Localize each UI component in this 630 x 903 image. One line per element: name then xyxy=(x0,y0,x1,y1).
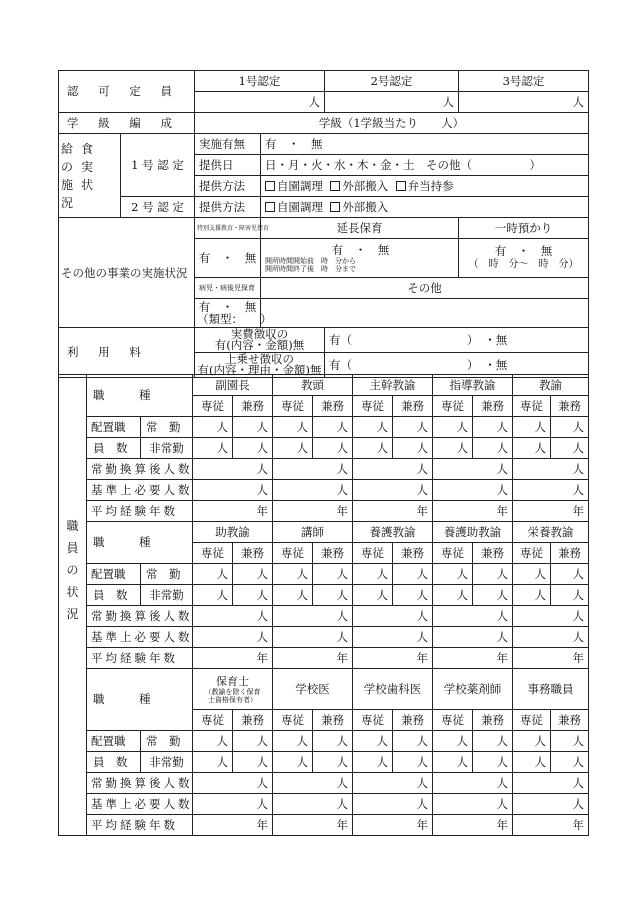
summary-cell[interactable]: 人 xyxy=(513,627,589,648)
count-cell[interactable]: 人 xyxy=(273,731,313,752)
count-cell[interactable]: 人 xyxy=(353,752,393,773)
kyushoku-type1: 1 号 認 定 xyxy=(121,134,195,197)
count-cell[interactable]: 人 xyxy=(433,417,473,438)
senju-label: 専従 xyxy=(433,710,473,731)
kennin-label: 兼務 xyxy=(233,710,273,731)
count-cell[interactable]: 人 xyxy=(353,417,393,438)
count-cell[interactable]: 人 xyxy=(273,438,313,459)
summary-cell[interactable]: 人 xyxy=(433,773,513,794)
kansan-label: 常勤換算後人数 xyxy=(87,606,193,627)
kennin-label: 兼務 xyxy=(473,396,513,417)
shokushu-header: 主幹教諭 xyxy=(353,375,433,396)
riyoryo-uwanose-value[interactable]: 有（ ） ・無 xyxy=(325,353,589,378)
count-cell[interactable]: 人 xyxy=(393,417,433,438)
riyoryo-uwanose-label: 上乗せ徴収の 有(内容・理由・金額)無 xyxy=(195,353,325,378)
count-cell[interactable]: 人 xyxy=(193,438,233,459)
count-cell[interactable]: 人 xyxy=(313,585,353,606)
summary-cell[interactable]: 年 xyxy=(193,648,273,669)
summary-cell[interactable]: 人 xyxy=(433,627,513,648)
summary-cell[interactable]: 人 xyxy=(273,480,353,501)
kennin-label: 兼務 xyxy=(551,396,589,417)
count-cell[interactable]: 人 xyxy=(273,564,313,585)
form-table-top xyxy=(58,70,589,378)
shokushu-label: 職 種 xyxy=(87,375,193,417)
count-cell[interactable]: 人 xyxy=(473,564,513,585)
nintei-label: 認 可 定 員 xyxy=(59,71,195,113)
count-cell[interactable]: 人 xyxy=(313,564,353,585)
sonota-ichiji-label: 一時預かり xyxy=(459,218,589,239)
count-cell[interactable]: 人 xyxy=(273,417,313,438)
summary-cell[interactable]: 人 xyxy=(513,480,589,501)
kennin-label: 兼務 xyxy=(313,543,353,564)
summary-cell[interactable]: 年 xyxy=(513,501,589,522)
sonota-tokubetsu-label: 特別支援教育・障害児保育 xyxy=(195,218,261,239)
checkbox[interactable] xyxy=(396,181,406,191)
shokushu-header: 教諭 xyxy=(513,375,589,396)
haichi-label: 配置職 xyxy=(87,731,141,752)
sonota-other-label: その他 xyxy=(261,278,589,299)
summary-cell[interactable]: 人 xyxy=(433,480,513,501)
sonota-encho-detail[interactable]: 有 ・ 無 開所時間開始前 時 分から 開所時間終了後 時 分まで xyxy=(261,239,459,278)
count-cell[interactable]: 人 xyxy=(473,585,513,606)
senju-label: 専従 xyxy=(273,543,313,564)
nintei-header-2: 2号認定 xyxy=(325,71,459,92)
kansan-label: 常勤換算後人数 xyxy=(87,773,193,794)
count-cell[interactable]: 人 xyxy=(473,417,513,438)
kyushoku-hoho2-options: 自園調理 外部搬入 xyxy=(261,197,589,218)
shokuin-label: 職員の状況 xyxy=(59,375,87,836)
summary-cell[interactable]: 人 xyxy=(193,794,273,815)
summary-cell[interactable]: 人 xyxy=(353,627,433,648)
riyoryo-jippi-label: 実費徴収の 有(内容・金額)無 xyxy=(195,328,325,353)
checkbox[interactable] xyxy=(330,181,340,191)
senju-label: 専従 xyxy=(193,710,233,731)
keiken-label: 平均経験年数 xyxy=(87,648,193,669)
count-cell[interactable]: 人 xyxy=(233,752,273,773)
shokushu-header: 教頭 xyxy=(273,375,353,396)
summary-cell[interactable]: 年 xyxy=(193,501,273,522)
count-cell[interactable]: 人 xyxy=(233,564,273,585)
shokushu-label: 職 種 xyxy=(87,669,193,731)
count-cell[interactable]: 人 xyxy=(233,438,273,459)
kyushoku-label: 給食の実施状況 xyxy=(59,134,121,218)
count-cell[interactable]: 人 xyxy=(551,731,589,752)
senju-label: 専従 xyxy=(513,396,551,417)
count-cell[interactable]: 人 xyxy=(313,438,353,459)
count-cell[interactable]: 人 xyxy=(193,417,233,438)
summary-cell[interactable]: 人 xyxy=(273,627,353,648)
kennin-label: 兼務 xyxy=(393,543,433,564)
kennin-label: 兼務 xyxy=(551,710,589,731)
staff-table xyxy=(58,374,589,836)
summary-cell[interactable]: 人 xyxy=(273,794,353,815)
summary-cell[interactable]: 人 xyxy=(353,773,433,794)
kennin-label: 兼務 xyxy=(473,710,513,731)
count-cell[interactable]: 人 xyxy=(393,752,433,773)
senju-label: 専従 xyxy=(353,396,393,417)
senju-label: 専従 xyxy=(353,543,393,564)
count-cell[interactable]: 人 xyxy=(193,585,233,606)
summary-cell[interactable]: 人 xyxy=(513,606,589,627)
shokushu-header: 指導教諭 xyxy=(433,375,513,396)
count-cell[interactable]: 人 xyxy=(393,585,433,606)
count-cell[interactable]: 人 xyxy=(193,564,233,585)
count-cell[interactable]: 人 xyxy=(551,438,589,459)
shokushu-label: 職 種 xyxy=(87,522,193,564)
senju-label: 専従 xyxy=(193,396,233,417)
shokushu-header: 学校歯科医 xyxy=(353,669,433,710)
summary-cell[interactable]: 年 xyxy=(273,648,353,669)
summary-cell[interactable]: 年 xyxy=(433,815,513,836)
sonota-byoji-label: 病児・病後児保育 xyxy=(195,278,261,299)
summary-cell[interactable]: 人 xyxy=(273,773,353,794)
summary-cell[interactable]: 人 xyxy=(193,773,273,794)
count-cell[interactable]: 人 xyxy=(233,585,273,606)
in-su-label: 員 数 xyxy=(87,752,141,773)
hijokin-label: 非常勤 xyxy=(141,752,193,773)
count-cell[interactable]: 人 xyxy=(513,417,551,438)
gakkyu-label: 学 級 編 成 xyxy=(59,113,195,134)
count-cell[interactable]: 人 xyxy=(353,731,393,752)
hijokin-label: 非常勤 xyxy=(141,585,193,606)
summary-cell[interactable]: 人 xyxy=(193,606,273,627)
kyushoku-teikyobi-label: 提供日 xyxy=(195,155,261,176)
kyushoku-jisshi-label: 実施有無 xyxy=(195,134,261,155)
count-cell[interactable]: 人 xyxy=(393,438,433,459)
kennin-label: 兼務 xyxy=(313,710,353,731)
count-cell[interactable]: 人 xyxy=(473,731,513,752)
summary-cell[interactable]: 人 xyxy=(273,459,353,480)
hijokin-label: 非常勤 xyxy=(141,438,193,459)
shokushu-header: 養護助教諭 xyxy=(433,522,513,543)
summary-cell[interactable]: 人 xyxy=(353,480,433,501)
summary-cell[interactable]: 人 xyxy=(193,627,273,648)
senju-label: 専従 xyxy=(433,543,473,564)
senju-label: 専従 xyxy=(513,543,551,564)
count-cell[interactable]: 人 xyxy=(313,752,353,773)
kennin-label: 兼務 xyxy=(393,396,433,417)
summary-cell[interactable]: 人 xyxy=(193,459,273,480)
shokushu-header: 講師 xyxy=(273,522,353,543)
count-cell[interactable]: 人 xyxy=(393,731,433,752)
haichi-label: 配置職 xyxy=(87,564,141,585)
sonota-ichiji-detail[interactable]: 有 ・ 無 （ 時 分～ 時 分） xyxy=(459,239,589,278)
count-cell[interactable]: 人 xyxy=(193,731,233,752)
count-cell[interactable]: 人 xyxy=(353,438,393,459)
summary-cell[interactable]: 人 xyxy=(433,459,513,480)
checkbox[interactable] xyxy=(265,202,275,212)
count-cell[interactable]: 人 xyxy=(513,585,551,606)
summary-cell[interactable]: 年 xyxy=(273,501,353,522)
count-cell[interactable]: 人 xyxy=(353,585,393,606)
count-cell[interactable]: 人 xyxy=(433,752,473,773)
summary-cell[interactable]: 人 xyxy=(353,459,433,480)
count-cell[interactable]: 人 xyxy=(551,752,589,773)
summary-cell[interactable]: 年 xyxy=(353,648,433,669)
summary-cell[interactable]: 人 xyxy=(513,773,589,794)
kyushoku-hoho2-label: 提供方法 xyxy=(195,197,261,218)
kyushoku-hoho1-label: 提供方法 xyxy=(195,176,261,197)
shokushu-header: 養護教諭 xyxy=(353,522,433,543)
kennin-label: 兼務 xyxy=(551,543,589,564)
count-cell[interactable]: 人 xyxy=(473,752,513,773)
count-cell[interactable]: 人 xyxy=(193,752,233,773)
jokin-label: 常 勤 xyxy=(141,417,193,438)
kyushoku-hoho1-options: 自園調理 外部搬入 弁当持参 xyxy=(261,176,589,197)
count-cell[interactable]: 人 xyxy=(433,585,473,606)
summary-cell[interactable]: 年 xyxy=(433,501,513,522)
in-su-label: 員 数 xyxy=(87,585,141,606)
summary-cell[interactable]: 年 xyxy=(193,815,273,836)
staff-table-body xyxy=(59,375,589,836)
shokushu-header: 学校医 xyxy=(273,669,353,710)
nintei-value-2[interactable]: 人 xyxy=(325,92,459,113)
count-cell[interactable]: 人 xyxy=(513,731,551,752)
senju-label: 専従 xyxy=(433,396,473,417)
count-cell[interactable]: 人 xyxy=(551,417,589,438)
summary-cell[interactable]: 人 xyxy=(513,794,589,815)
in-su-label: 員 数 xyxy=(87,438,141,459)
kennin-label: 兼務 xyxy=(393,710,433,731)
shokushu-header: 栄養教諭 xyxy=(513,522,589,543)
haichi-label: 配置職 xyxy=(87,417,141,438)
kennin-label: 兼務 xyxy=(233,396,273,417)
count-cell[interactable]: 人 xyxy=(513,438,551,459)
count-cell[interactable]: 人 xyxy=(233,417,273,438)
summary-cell[interactable]: 年 xyxy=(513,815,589,836)
shokushu-header: 事務職員 xyxy=(513,669,589,710)
kyushoku-type2: 2 号 認 定 xyxy=(121,197,195,218)
sonota-other-value[interactable] xyxy=(261,299,589,328)
count-cell[interactable]: 人 xyxy=(513,564,551,585)
sonota-encho-label: 延長保育 xyxy=(261,218,459,239)
kennin-label: 兼務 xyxy=(313,396,353,417)
count-cell[interactable]: 人 xyxy=(313,417,353,438)
count-cell[interactable]: 人 xyxy=(513,752,551,773)
summary-cell[interactable]: 年 xyxy=(353,501,433,522)
count-cell[interactable]: 人 xyxy=(393,564,433,585)
count-cell[interactable]: 人 xyxy=(551,585,589,606)
sonota-byoji-value[interactable]: 有 ・ 無 （類型： ） xyxy=(195,299,261,328)
count-cell[interactable]: 人 xyxy=(353,564,393,585)
count-cell[interactable]: 人 xyxy=(433,731,473,752)
senju-label: 専従 xyxy=(193,543,233,564)
summary-cell[interactable]: 年 xyxy=(273,815,353,836)
count-cell[interactable]: 人 xyxy=(313,731,353,752)
senju-label: 専従 xyxy=(273,710,313,731)
gakkyu-value[interactable]: 学級（1学級当たり 人） xyxy=(195,113,589,134)
kansan-label: 常勤換算後人数 xyxy=(87,459,193,480)
summary-cell[interactable]: 人 xyxy=(353,794,433,815)
kijun-label: 基準上必要人数 xyxy=(87,480,193,501)
count-cell[interactable]: 人 xyxy=(433,564,473,585)
summary-cell[interactable]: 人 xyxy=(433,794,513,815)
kyushoku-jisshi-value[interactable]: 有 ・ 無 xyxy=(261,134,589,155)
nintei-header-1: 1号認定 xyxy=(195,71,325,92)
nintei-header-3: 3号認定 xyxy=(459,71,589,92)
kennin-label: 兼務 xyxy=(473,543,513,564)
nintei-value-3[interactable]: 人 xyxy=(459,92,589,113)
keiken-label: 平均経験年数 xyxy=(87,815,193,836)
shokushu-header: 助教諭 xyxy=(193,522,273,543)
riyoryo-jippi-value[interactable]: 有（ ） ・無 xyxy=(325,328,589,353)
sonota-tokubetsu-value[interactable]: 有 ・ 無 xyxy=(195,239,261,278)
count-cell[interactable]: 人 xyxy=(273,585,313,606)
sonota-label: その他の事業の実施状況 xyxy=(59,218,195,328)
jokin-label: 常 勤 xyxy=(141,564,193,585)
count-cell[interactable]: 人 xyxy=(433,438,473,459)
count-cell[interactable]: 人 xyxy=(473,438,513,459)
shokushu-header: 学校薬剤師 xyxy=(433,669,513,710)
nintei-value-1[interactable]: 人 xyxy=(195,92,325,113)
kijun-label: 基準上必要人数 xyxy=(87,627,193,648)
count-cell[interactable]: 人 xyxy=(233,731,273,752)
summary-cell[interactable]: 人 xyxy=(433,606,513,627)
summary-cell[interactable]: 人 xyxy=(193,480,273,501)
kyushoku-teikyobi-value[interactable]: 日・月・火・水・木・金・土 その他（ ） xyxy=(261,155,589,176)
checkbox[interactable] xyxy=(265,181,275,191)
kennin-label: 兼務 xyxy=(233,543,273,564)
senju-label: 専従 xyxy=(353,710,393,731)
checkbox[interactable] xyxy=(330,202,340,212)
riyoryo-label: 利 用 料 xyxy=(59,328,195,378)
senju-label: 専従 xyxy=(273,396,313,417)
count-cell[interactable]: 人 xyxy=(273,752,313,773)
kijun-label: 基準上必要人数 xyxy=(87,794,193,815)
summary-cell[interactable]: 人 xyxy=(353,606,433,627)
summary-cell[interactable]: 人 xyxy=(273,606,353,627)
jokin-label: 常 勤 xyxy=(141,731,193,752)
senju-label: 専従 xyxy=(513,710,551,731)
summary-cell[interactable]: 年 xyxy=(433,648,513,669)
summary-cell[interactable]: 年 xyxy=(353,815,433,836)
summary-cell[interactable]: 人 xyxy=(513,459,589,480)
shokushu-header: 副園長 xyxy=(193,375,273,396)
shokushu-hoikushi: 保育士 （教諭を除く保育 士資格保有者） xyxy=(193,669,273,710)
keiken-label: 平均経験年数 xyxy=(87,501,193,522)
summary-cell[interactable]: 年 xyxy=(513,648,589,669)
count-cell[interactable]: 人 xyxy=(551,564,589,585)
